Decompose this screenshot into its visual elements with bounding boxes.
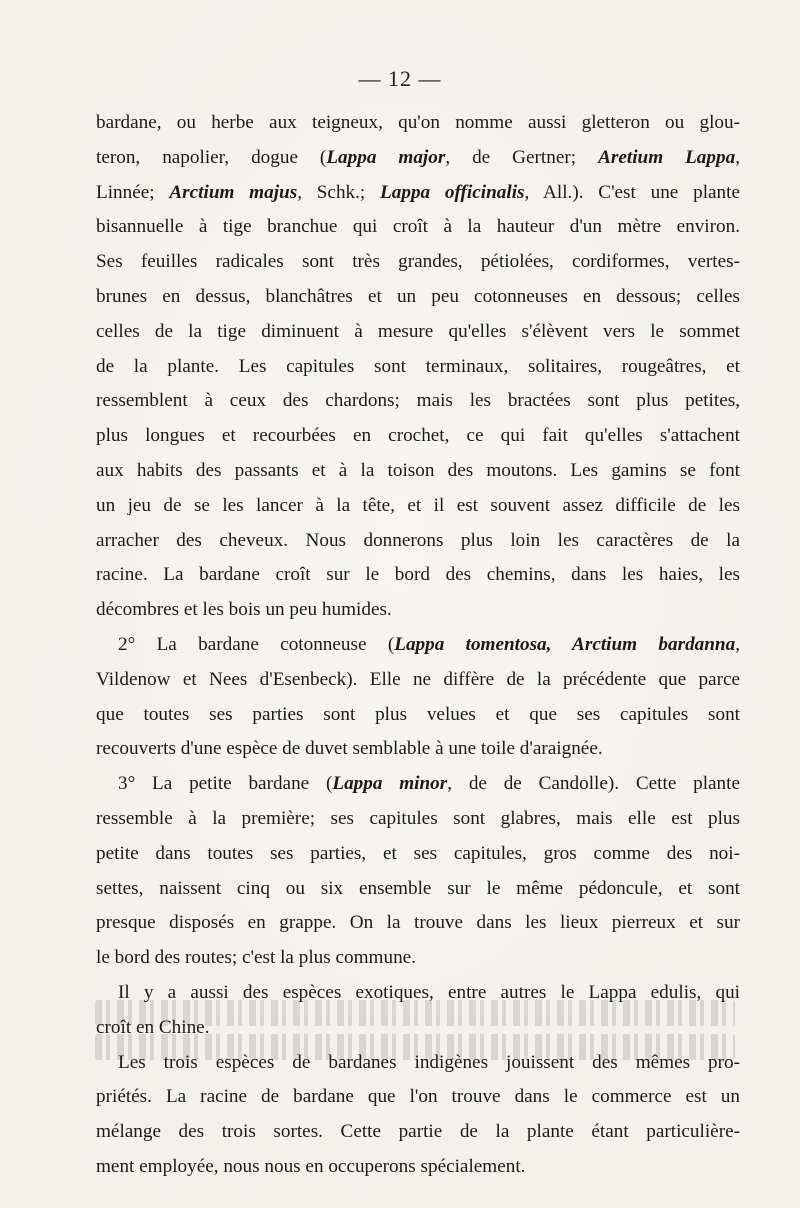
italic-segment: Lappa minor [332,773,448,795]
text-line [96,106,740,141]
body-text [96,106,740,1185]
text-segment: ressemblent à ceux des chardons; mais les bractées sont plus petites, [96,390,740,412]
text-segment: , [735,633,740,655]
text-line [96,767,740,802]
text-segment: brunes en dessus, blanchâtres et un peu cotonneuses en dessous; celles [96,285,740,307]
text-line [96,558,740,593]
italic-segment: Lappa major [326,146,446,168]
text-segment: , de de Candolle). Cette plante [447,773,740,795]
text-segment: celles de la tige diminuent à mesure qu'elles s'élèvent vers le sommet [96,320,740,342]
text-segment: racine. La bardane croît sur le bord des chemins, dans les haies, les [96,564,740,586]
text-line [96,454,740,489]
italic-segment: Lappa tomentosa, Arctium bardanna [394,633,736,655]
text-line [96,593,740,628]
italic-segment: Lappa officinalis [380,181,525,203]
text-segment: bardane, ou herbe aux teigneux, qu'on nomme aussi gletteron ou glou- [96,112,740,133]
text-line [96,698,740,733]
text-line [96,419,740,454]
text-segment: presque disposés en grappe. On la trouve dans les lieux pierreux et sur [96,912,740,934]
text-segment: bisannuelle à tige branchue qui croît à la hauteur d'un mètre environ. [96,216,740,238]
text-segment: Les trois espèces de bardanes indigènes jouissent des mêmes pro- [118,1051,740,1073]
text-segment: Il y a aussi des espèces exotiques, entre autres le Lappa edulis, qui [118,981,740,1003]
text-line [96,906,740,941]
text-line [96,1011,740,1046]
text-segment: Vildenow et Nees d'Esenbeck). Elle ne diffère de la précédente que parce [96,668,740,690]
text-segment: , All.). C'est une plante [524,181,740,203]
text-line [96,628,740,663]
text-line [96,245,740,280]
text-line [96,1080,740,1115]
text-line [96,663,740,698]
text-segment: recouverts d'une espèce de duvet semblable à une toile d'araignée. [96,738,603,760]
text-segment: , [735,146,740,168]
text-segment: que toutes ses parties sont plus velues et que ses capitules sont [96,703,740,725]
text-segment: 3° La petite bardane ( [118,773,333,795]
text-line [96,837,740,872]
text-segment: de la plante. Les capitules sont terminaux, solitaires, rougeâtres, et [96,355,740,377]
text-segment: 2° La bardane cotonneuse ( [118,633,395,655]
text-line [96,141,740,176]
text-line [96,524,740,559]
text-segment: mélange des trois sortes. Cette partie de la plante étant particulière- [96,1121,740,1143]
text-line [96,210,740,245]
italic-segment: Arctium majus [169,181,298,203]
text-segment: priétés. La racine de bardane que l'on trouve dans le commerce est un [96,1086,740,1108]
italic-segment: Aretium Lappa [598,146,736,168]
text-line [96,315,740,350]
text-line [96,1115,740,1150]
text-line [96,280,740,315]
text-line [96,732,740,767]
text-line [96,802,740,837]
text-segment: settes, naissent cinq ou six ensemble sur le même pédoncule, et sont [96,877,740,899]
text-segment: teron, napolier, dogue ( [96,146,327,168]
text-line [96,1150,740,1185]
text-segment: , Schk.; [297,181,381,203]
text-segment: ressemble à la première; ses capitules sont glabres, mais elle est plus [96,807,740,829]
text-segment: un jeu de se les lancer à la tête, et il est souvent assez difficile de les [96,494,740,516]
text-segment: petite dans toutes ses parties, et ses capitules, gros comme des noi- [96,842,740,864]
text-segment: décombres et les bois un peu humides. [96,599,392,621]
text-segment: Ses feuilles radicales sont très grandes, pétiolées, cordiformes, vertes- [96,251,740,273]
text-segment: ment employée, nous nous en occuperons spécialement. [96,1155,526,1177]
text-segment: Linnée; [96,181,170,203]
text-line [96,872,740,907]
text-line [96,176,740,211]
text-line [96,384,740,419]
text-line [96,976,740,1011]
text-segment: aux habits des passants et à la toison des moutons. Les gamins se font [96,459,740,481]
text-segment: plus longues et recourbées en crochet, ce qui fait qu'elles s'attachent [96,425,740,447]
text-segment: le bord des routes; c'est la plus commune. [96,947,416,969]
page-number: — 12 — [358,66,442,91]
text-line [96,350,740,385]
text-line [96,1046,740,1081]
text-segment: , de Gertner; [445,146,599,168]
text-segment: arracher des cheveux. Nous donnerons plus loin les caractères de la [96,529,740,551]
text-segment: croît en Chine. [96,1016,210,1038]
text-line [96,941,740,976]
text-line [96,489,740,524]
